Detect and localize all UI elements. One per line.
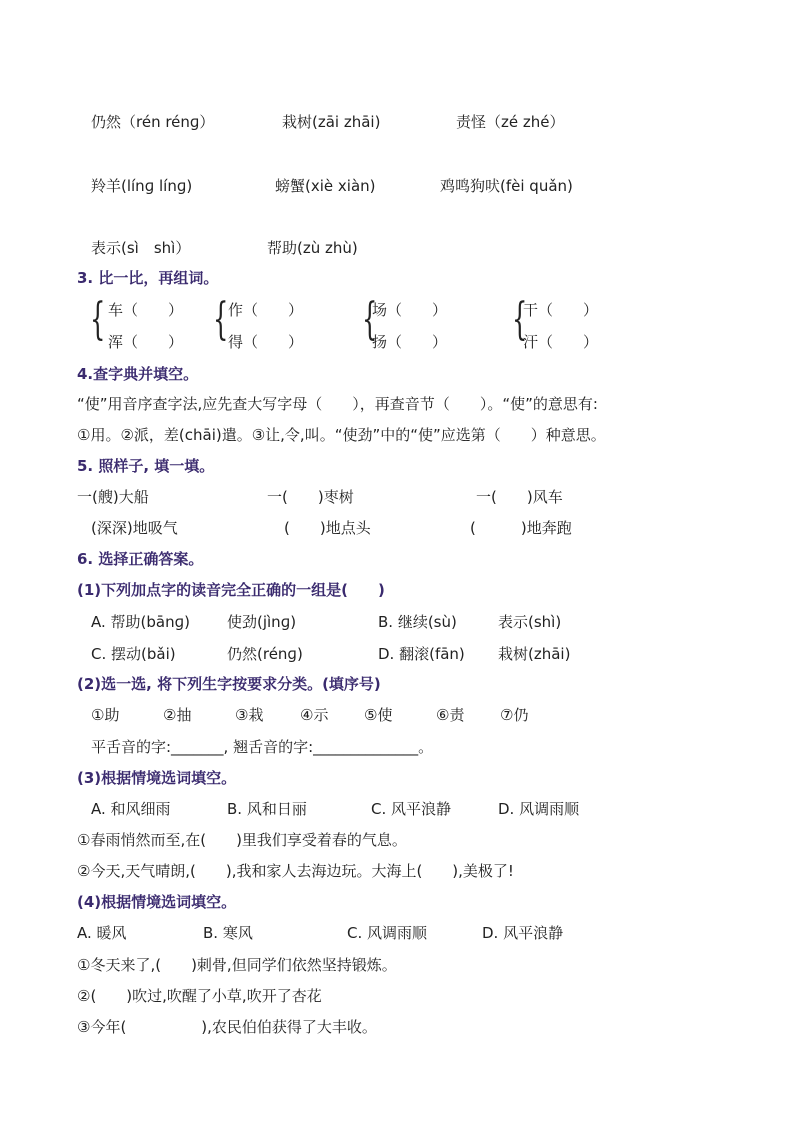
choice-option: 仍然(rénɡ) <box>227 645 303 663</box>
question-4-heading: 4.查字典并填空。 <box>77 365 199 383</box>
compare-word: 汗（ ） <box>523 333 599 351</box>
word-option: B. 风和日丽 <box>227 800 307 818</box>
pinyin-item: 表示(sì shì） <box>91 239 191 257</box>
choice-option: A. 帮助(bānɡ) <box>91 613 190 631</box>
fill-sentence: ②( )吹过,吹醒了小草,吹开了杏花 <box>77 987 322 1005</box>
choice-option: B. 继续(sù) <box>378 613 457 631</box>
pinyin-item: 鸡鸣狗吠(fèi quǎn) <box>440 177 573 195</box>
question-4-line: “使”用音序查字法,应先查大写字母（ ），再查音节（ ）。“使”的意思有: <box>77 395 598 413</box>
compare-word: 场（ ） <box>372 301 448 319</box>
word-option: D. 风调雨顺 <box>498 800 580 818</box>
question-6-1-heading: (1)下列加点字的读音完全正确的一组是( ) <box>77 581 385 599</box>
fill-sentence: ②今天,天气晴朗,( ),我和家人去海边玩。大海上( ),美极了! <box>77 862 514 880</box>
question-5-heading: 5. 照样子, 填一填。 <box>77 457 215 475</box>
choice-option: D. 翻滚(fān) <box>378 645 465 663</box>
fill-item: (深深)地吸气 <box>91 519 178 537</box>
char-option: ③栽 <box>235 706 264 724</box>
pinyin-item: 帮助(zù zhù) <box>267 239 358 257</box>
question-4-line: ①用。②派，差(chāi)遣。③让,令,叫。“使劲”中的“使”应选第（ ）种意思。 <box>77 426 606 444</box>
brace-icon: { <box>213 294 229 345</box>
pinyin-item: 仍然（rén rénɡ） <box>91 113 215 131</box>
pinyin-item: 栽树(zāi zhāi) <box>282 113 381 131</box>
choice-option: 使劲(jìnɡ) <box>227 613 297 631</box>
brace-icon: { <box>362 294 378 345</box>
choice-option: 表示(shì) <box>498 613 562 631</box>
fill-sentence: ①冬天来了,( )刺骨,但同学们依然坚持锻炼。 <box>77 956 397 974</box>
word-option: C. 风平浪静 <box>371 800 452 818</box>
fill-item: ( )地奔跑 <box>470 519 572 537</box>
question-6-4-heading: (4)根据情境选词填空。 <box>77 893 237 911</box>
char-option: ⑥责 <box>436 706 465 724</box>
brace-icon: { <box>512 294 528 345</box>
char-option: ⑦仍 <box>500 706 529 724</box>
fill-sentence: ③今年( ),农民伯伯获得了大丰收。 <box>77 1018 377 1036</box>
char-option: ⑤使 <box>364 706 393 724</box>
choice-option: 栽树(zhāi) <box>498 645 571 663</box>
word-option: C. 风调雨顺 <box>347 924 428 942</box>
compare-word: 作（ ） <box>228 301 304 319</box>
choice-option: C. 摆动(bǎi) <box>91 645 176 663</box>
question-6-3-heading: (3)根据情境选词填空。 <box>77 769 237 787</box>
pinyin-item: 羚羊(línɡ línɡ) <box>91 177 193 195</box>
fill-item: 一( )枣树 <box>267 488 354 506</box>
question-3-heading: 3. 比一比，再组词。 <box>77 269 219 287</box>
question-6-heading: 6. 选择正确答案。 <box>77 550 204 568</box>
word-option: A. 和风细雨 <box>91 800 171 818</box>
fill-item: 一(艘)大船 <box>77 488 149 506</box>
brace-icon: { <box>90 294 106 345</box>
pinyin-item: 责怪（zé zhé） <box>456 113 565 131</box>
pinyin-item: 螃蟹(xiè xiàn) <box>275 177 376 195</box>
fill-item: 一( )风车 <box>476 488 563 506</box>
question-6-2-heading: (2)选一选, 将下列生字按要求分类。(填序号) <box>77 675 381 693</box>
char-option: ①助 <box>91 706 120 724</box>
compare-word: 扬（ ） <box>372 333 448 351</box>
word-option: A. 暖风 <box>77 924 127 942</box>
fill-sentence: ①春雨悄然而至,在( )里我们享受着春的气息。 <box>77 831 407 849</box>
compare-word: 车（ ） <box>108 301 184 319</box>
fill-item: ( )地点头 <box>284 519 371 537</box>
word-option: B. 寒风 <box>203 924 253 942</box>
word-option: D. 风平浪静 <box>482 924 564 942</box>
compare-word: 干（ ） <box>523 301 599 319</box>
char-option: ④示 <box>300 706 329 724</box>
compare-word: 浑（ ） <box>108 333 184 351</box>
compare-word: 得（ ） <box>228 333 304 351</box>
classify-fill-line: 平舌音的字:_______, 翘舌音的字:______________。 <box>91 738 434 756</box>
char-option: ②抽 <box>163 706 192 724</box>
